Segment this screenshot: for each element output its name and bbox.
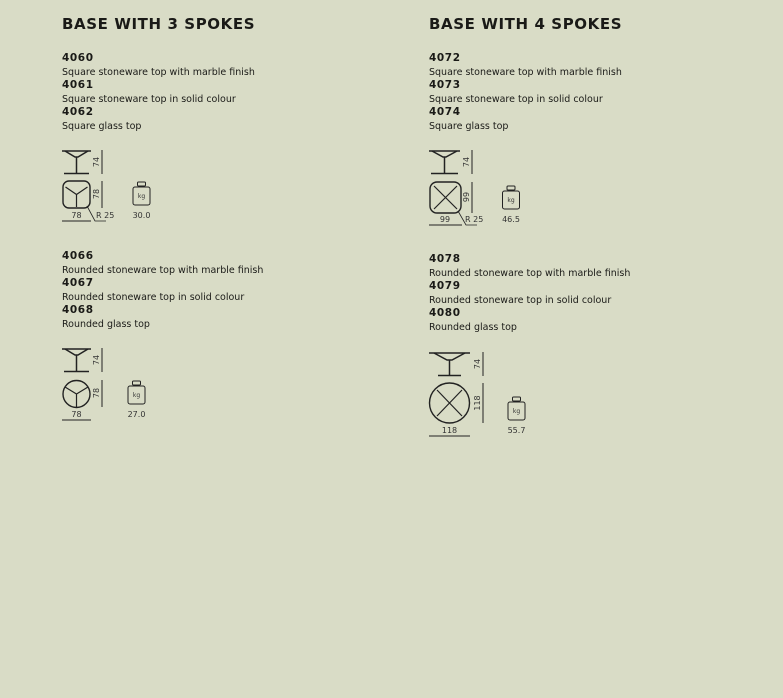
depth-dimension: 78 xyxy=(92,387,101,399)
weight-value: 27.0 xyxy=(127,410,146,419)
width-dimension: 78 xyxy=(71,410,82,419)
product-code: 4066 xyxy=(62,250,94,262)
product-item xyxy=(62,304,392,331)
product-description: Rounded stoneware top with marble finish xyxy=(429,267,631,279)
product-code: 4079 xyxy=(429,280,461,292)
product-item xyxy=(429,79,759,106)
product-code: 4074 xyxy=(429,106,461,118)
width-dimension: 118 xyxy=(441,426,458,435)
height-dimension: 74 xyxy=(473,358,482,370)
table-side-view-icon xyxy=(429,353,470,376)
product-description: Square stoneware top in solid colour xyxy=(429,93,603,105)
corner-radius: R 25 xyxy=(96,211,115,220)
square-top-4-spokes-icon xyxy=(430,182,461,213)
product-description: Square glass top xyxy=(429,120,509,132)
height-dimension: 74 xyxy=(92,354,101,366)
width-dimension: 78 xyxy=(71,211,82,220)
product-description: Rounded stoneware top in solid colour xyxy=(62,291,245,303)
weight-unit: kg xyxy=(137,193,146,200)
product-group-rounded xyxy=(429,253,759,334)
product-item xyxy=(62,52,392,79)
product-item xyxy=(62,277,392,304)
weight-value: 30.0 xyxy=(132,211,151,220)
weight-unit: kg xyxy=(132,392,141,399)
product-code: 4078 xyxy=(429,253,461,265)
section-title: BASE WITH 3 SPOKES xyxy=(62,15,256,33)
square-top-3-spokes-icon xyxy=(63,181,90,208)
weight-unit: kg xyxy=(512,408,521,415)
product-code: 4061 xyxy=(62,79,94,91)
product-item xyxy=(62,106,392,133)
height-dimension: 74 xyxy=(462,156,471,168)
product-item xyxy=(429,52,759,79)
depth-dimension: 99 xyxy=(462,191,471,203)
section-title: BASE WITH 4 SPOKES xyxy=(429,15,623,33)
product-description: Rounded stoneware top with marble finish xyxy=(62,264,264,276)
product-code: 4060 xyxy=(62,52,94,64)
product-group-square xyxy=(62,52,392,133)
product-description: Rounded glass top xyxy=(429,321,517,333)
product-item xyxy=(62,250,392,277)
round-top-3-spokes-icon xyxy=(63,381,90,408)
table-dimension-diagram xyxy=(62,346,162,426)
product-description: Square glass top xyxy=(62,120,142,132)
depth-dimension: 78 xyxy=(92,188,101,200)
table-dimension-diagram xyxy=(429,148,529,228)
product-group-square xyxy=(429,52,759,133)
table-dimension-diagram xyxy=(62,148,162,228)
product-code: 4073 xyxy=(429,79,461,91)
depth-dimension: 118 xyxy=(473,395,482,411)
product-item xyxy=(429,280,759,307)
corner-radius: R 25 xyxy=(465,215,484,224)
width-dimension: 99 xyxy=(439,215,451,224)
product-description: Rounded glass top xyxy=(62,318,150,330)
weight-unit: kg xyxy=(507,197,515,204)
product-description: Rounded stoneware top in solid colour xyxy=(429,294,612,306)
table-side-view-icon xyxy=(429,151,460,174)
product-item xyxy=(429,253,759,280)
weight-value: 46.5 xyxy=(502,215,520,224)
product-code: 4080 xyxy=(429,307,461,319)
product-item xyxy=(429,106,759,133)
product-code: 4072 xyxy=(429,52,461,64)
product-item xyxy=(62,79,392,106)
round-top-4-spokes-icon xyxy=(430,383,470,423)
table-dimension-diagram xyxy=(429,350,539,440)
product-code: 4062 xyxy=(62,106,94,118)
product-description: Square stoneware top with marble finish xyxy=(429,66,622,78)
product-group-rounded xyxy=(62,250,392,331)
product-code: 4067 xyxy=(62,277,94,289)
table-side-view-icon xyxy=(62,349,91,372)
product-description: Square stoneware top in solid colour xyxy=(62,93,236,105)
product-item xyxy=(429,307,759,334)
height-dimension: 74 xyxy=(92,156,101,168)
table-side-view-icon xyxy=(62,151,91,174)
product-code: 4068 xyxy=(62,304,94,316)
product-description: Square stoneware top with marble finish xyxy=(62,66,255,78)
weight-value: 55.7 xyxy=(507,426,526,435)
